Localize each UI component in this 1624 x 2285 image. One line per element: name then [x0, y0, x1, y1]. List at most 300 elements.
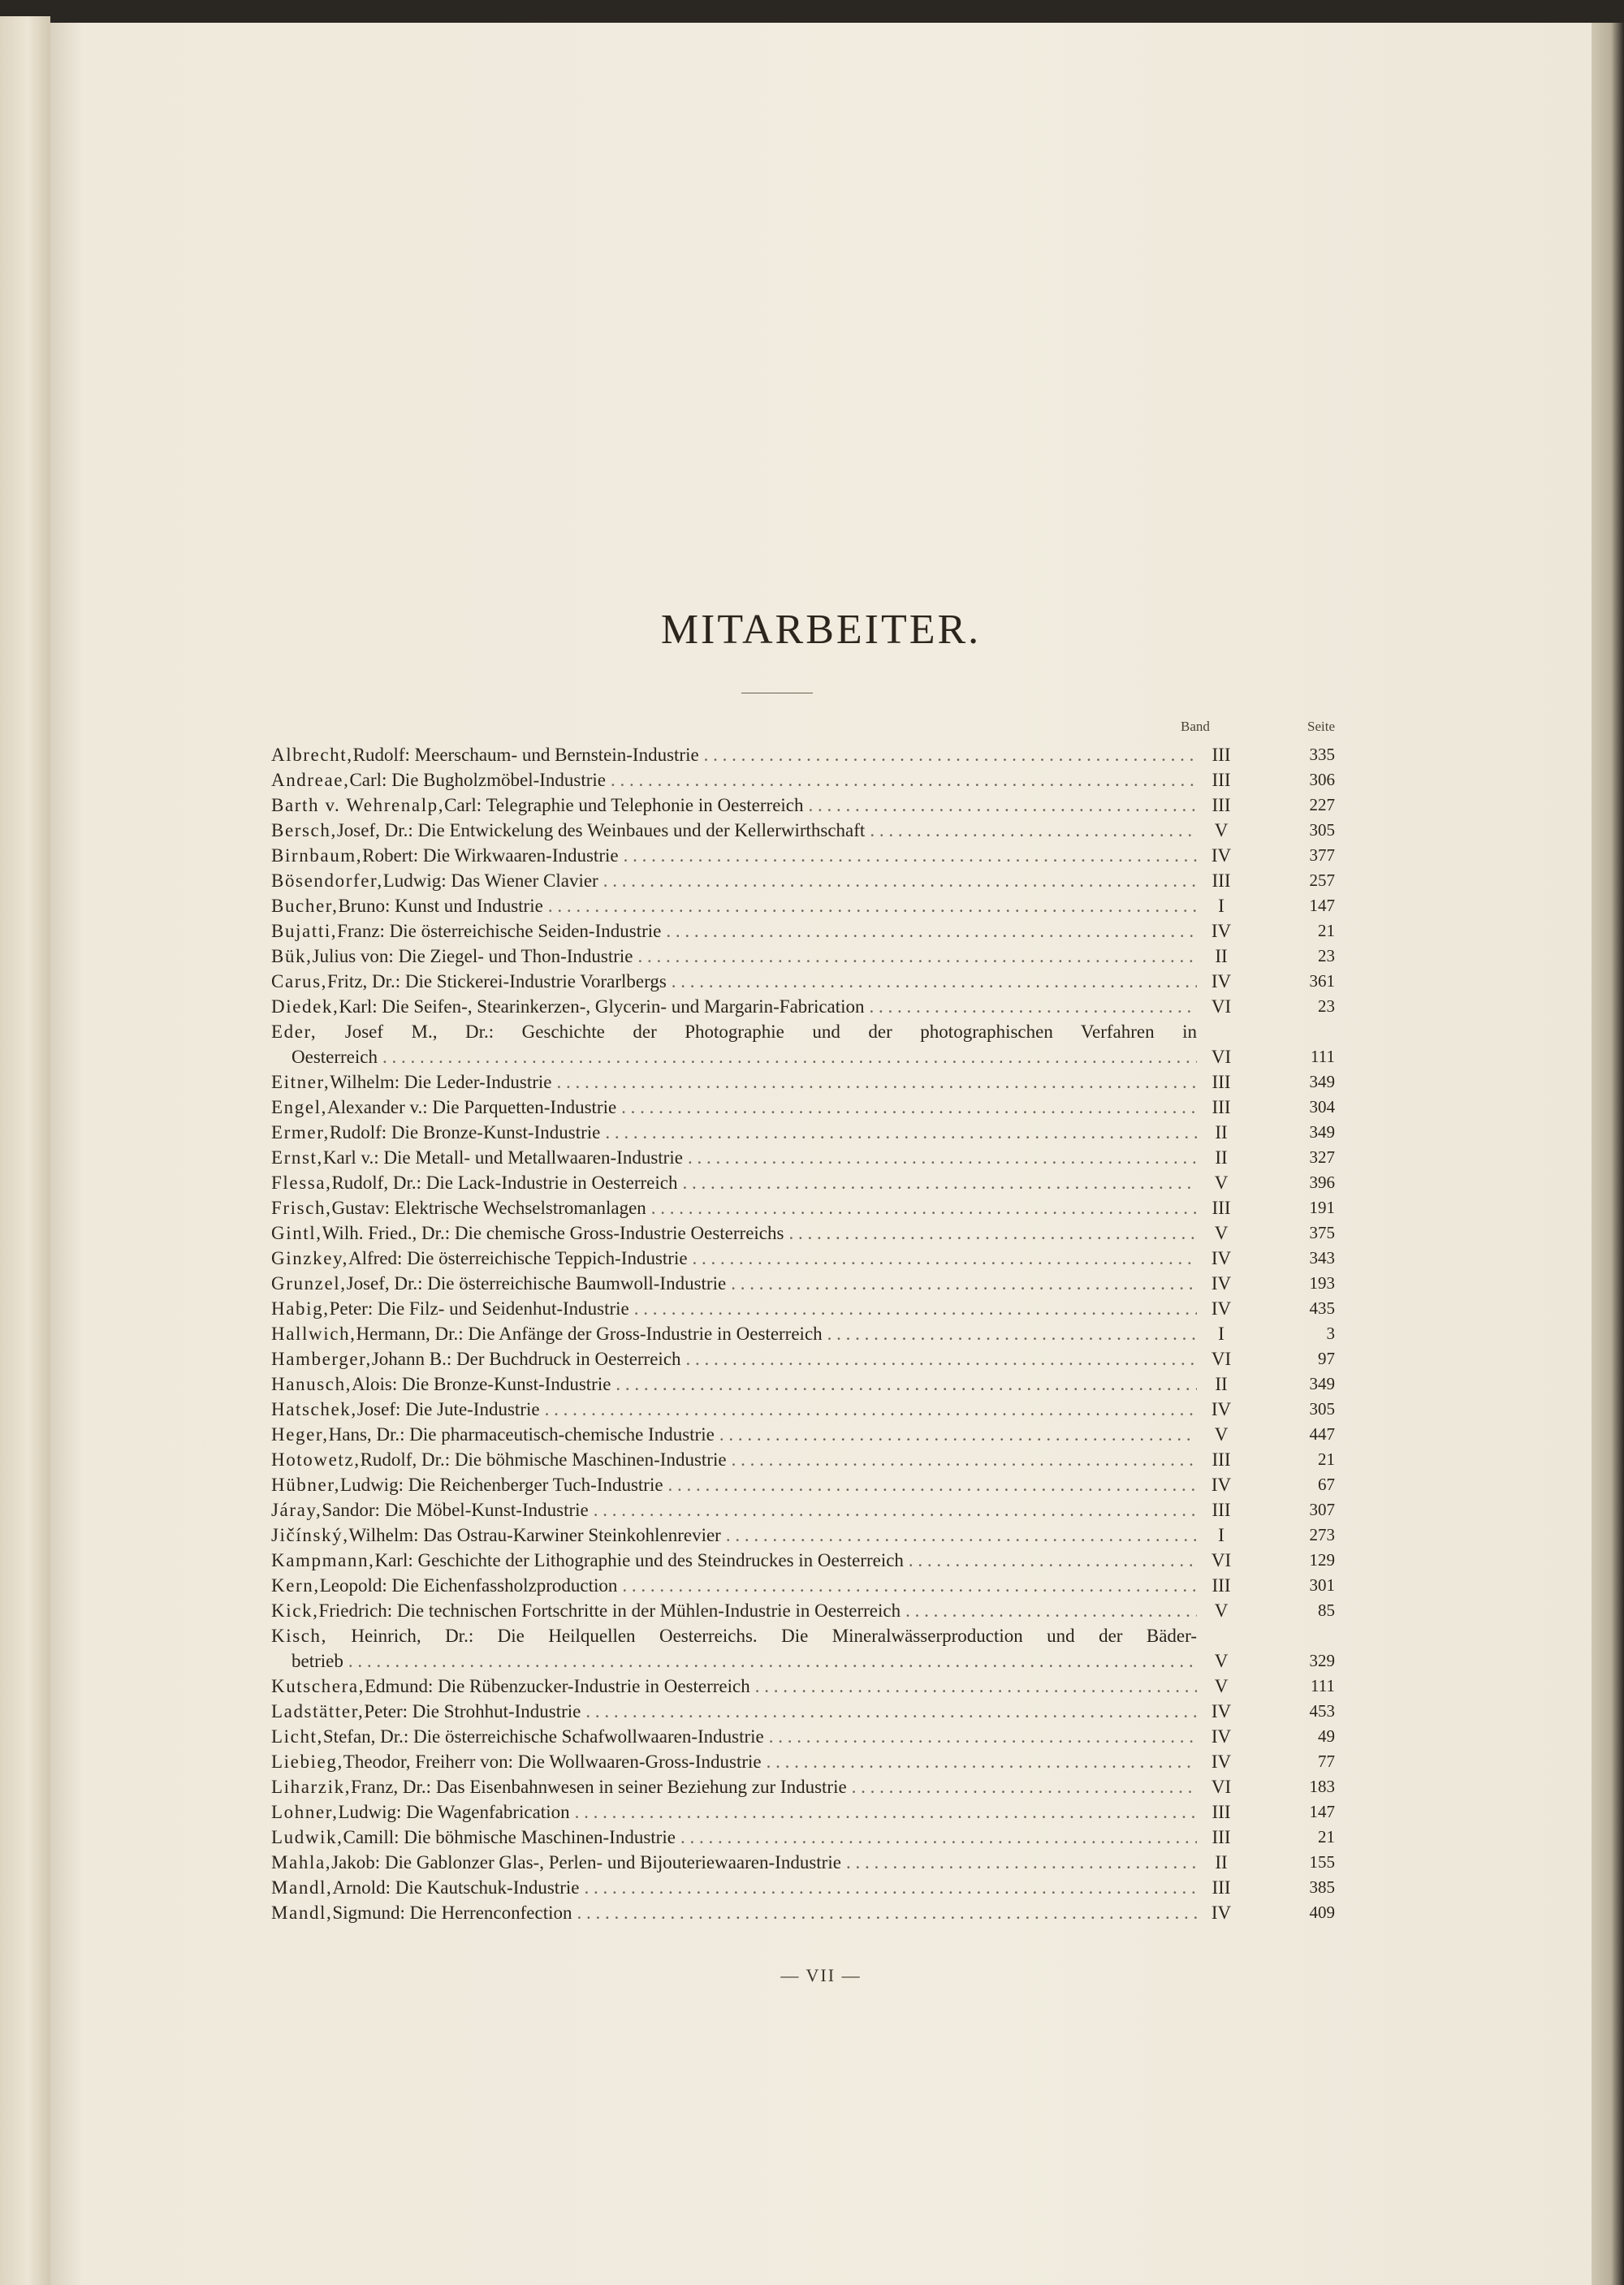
entry-text: [271, 1850, 1197, 1875]
entry-text: [271, 1699, 1197, 1724]
article-title: Gustav: Elektrische Wechselstromanlagen: [331, 1198, 646, 1218]
toc-entry: [271, 767, 1335, 793]
dot-leader: [629, 1296, 1197, 1321]
contributor-name: Kutschera,: [271, 1676, 365, 1696]
contributor-name: Hübner,: [271, 1475, 341, 1495]
page-ref: 327: [1309, 1147, 1335, 1167]
article-title: Fritz, Dr.: Die Stickerei-Industrie Vorarlbergs: [327, 971, 667, 991]
page-ref: 305: [1309, 1399, 1335, 1419]
volume-number: II: [1215, 1122, 1228, 1142]
dot-leader: [667, 969, 1197, 994]
toc-entry: [271, 1069, 1335, 1095]
volume-number: VI: [1211, 996, 1232, 1017]
toc-entry: [271, 1220, 1335, 1246]
article-title: Hans, Dr.: Die pharmaceutisch-chemische Industrie: [328, 1424, 715, 1445]
page-ref: 183: [1309, 1777, 1335, 1796]
contributor-name: Albrecht,: [271, 745, 353, 765]
toc-entry: [271, 1447, 1335, 1472]
entry-text: [271, 944, 1197, 969]
page-ref: 21: [1318, 1827, 1335, 1847]
dot-leader: [762, 1749, 1197, 1774]
article-title: Ludwig: Die Wagenfabrication: [338, 1802, 570, 1822]
toc-entry: [271, 1850, 1335, 1875]
article-title: Alfred: Die österreichische Teppich-Industrie: [348, 1248, 688, 1268]
article-title: Rudolf, Dr.: Die böhmische Maschinen-Industrie: [360, 1449, 727, 1470]
toc-entry: [271, 793, 1335, 818]
contributor-name: Kern,: [271, 1575, 320, 1596]
contributor-name: Hatschek,: [271, 1399, 357, 1419]
toc-entry: [271, 1724, 1335, 1749]
page-ref: 304: [1309, 1097, 1335, 1117]
page-ref: 77: [1318, 1752, 1335, 1771]
entry-text: [271, 818, 1197, 843]
entry-text: [271, 1346, 1197, 1371]
entry-text: [271, 1447, 1197, 1472]
dot-leader: [804, 793, 1198, 818]
toc-entry: [271, 1321, 1335, 1346]
contributor-name: Bersch,: [271, 820, 337, 840]
article-title: Sandor: Die Möbel-Kunst-Industrie: [322, 1500, 589, 1520]
page-ref: 329: [1309, 1651, 1335, 1670]
dot-leader: [847, 1774, 1197, 1799]
toc-entry: [271, 1548, 1335, 1573]
volume-number: VI: [1211, 1777, 1232, 1797]
page-ref: 49: [1318, 1726, 1335, 1746]
entry-text: [271, 1271, 1197, 1296]
article-title: Karl v.: Die Metall- und Metallwaaren-Industrie: [322, 1147, 683, 1168]
dot-leader: [579, 1875, 1197, 1900]
toc-entry: [271, 742, 1335, 767]
toc-entry: [271, 1246, 1335, 1271]
column-header-seite: Seite: [1307, 719, 1335, 734]
toc-entry: [271, 918, 1335, 944]
contributor-name: Mahla,: [271, 1852, 332, 1872]
article-title: Stefan, Dr.: Die österreichische Schafwollwaaren-Industrie: [322, 1726, 764, 1747]
page-ref: 385: [1309, 1877, 1335, 1897]
contributor-name: Bucher,: [271, 896, 339, 916]
toc-entry: [271, 1145, 1335, 1170]
page-number: — VII —: [780, 1965, 862, 1985]
entry-text: [271, 1497, 1197, 1523]
toc-entry: [271, 1397, 1335, 1422]
toc-entry: [271, 1422, 1335, 1447]
dot-leader: [727, 1447, 1197, 1472]
article-title: Ludwig: Die Reichenberger Tuch-Industrie: [340, 1475, 663, 1495]
toc-entry: [271, 893, 1335, 918]
contributor-name: Habig,: [271, 1298, 330, 1319]
article-title: Franz, Dr.: Das Eisenbahnwesen in seiner Beziehung zur Industrie: [351, 1777, 847, 1797]
toc-entry: [271, 1749, 1335, 1774]
dot-leader: [865, 818, 1197, 843]
article-title: Wilhelm: Das Ostrau-Karwiner Steinkohlenrevier: [348, 1525, 721, 1545]
toc-entry: [271, 818, 1335, 843]
article-title: Edmund: Die Rübenzucker-Industrie in Oesterreich: [365, 1676, 750, 1696]
article-title: Theodor, Freiherr von: Die Wollwaaren-Gross-Industrie: [343, 1752, 762, 1772]
contributor-name: Barth v. Wehrenalp,: [271, 795, 445, 815]
contributor-name: Heger,: [271, 1424, 329, 1445]
page-ref: 435: [1309, 1298, 1335, 1318]
dot-leader: [619, 843, 1197, 868]
toc-entry: [271, 944, 1335, 969]
dot-leader: [378, 1044, 1197, 1069]
column-header-band: Band: [1181, 719, 1210, 734]
article-title: Heinrich, Dr.: Die Heilquellen Oesterreichs. Die Mineralwässerproduction und der Bäder-: [327, 1626, 1197, 1646]
contributor-name: Hamberger,: [271, 1349, 372, 1369]
entry-text: [271, 1598, 1197, 1623]
article-title: Alexander v.: Die Parquetten-Industrie: [327, 1097, 617, 1117]
entry-text: [271, 1095, 1197, 1120]
page-ref: 447: [1309, 1424, 1335, 1444]
contributor-name: Bujatti,: [271, 921, 338, 941]
contributor-name: Andreae,: [271, 770, 350, 790]
volume-number: V: [1214, 1424, 1229, 1445]
contributor-name: Eitner,: [271, 1072, 330, 1092]
volume-number: II: [1215, 1374, 1228, 1394]
contributor-name: Engel,: [271, 1097, 327, 1117]
article-title: Karl: Die Seifen-, Stearinkerzen-, Glycerin- und Margarin-Fabrication: [339, 996, 865, 1017]
toc-entry: [271, 1346, 1335, 1371]
page-ref: 375: [1309, 1223, 1335, 1242]
toc-entry: [271, 1523, 1335, 1548]
dot-leader: [543, 893, 1197, 918]
volume-number: II: [1215, 1147, 1228, 1168]
article-title-continued: Oesterreich: [292, 1047, 378, 1067]
page-ref: 301: [1309, 1575, 1335, 1595]
entry-first-line: [271, 1019, 1197, 1044]
entry-text: [271, 793, 1197, 818]
volume-number: III: [1212, 1877, 1231, 1898]
toc-entry: [271, 1170, 1335, 1195]
entry-text: [271, 767, 1197, 793]
entry-text: [292, 1648, 1197, 1674]
contributor-name: Frisch,: [271, 1198, 332, 1218]
dot-leader: [570, 1799, 1197, 1825]
toc-entry: [271, 1019, 1335, 1069]
page-ref: 349: [1309, 1374, 1335, 1393]
dot-leader: [600, 1120, 1197, 1145]
volume-number: VI: [1211, 1349, 1232, 1369]
entry-text: [271, 1875, 1197, 1900]
page-ref: 67: [1318, 1475, 1335, 1494]
article-title: Peter: Die Filz- und Seidenhut-Industrie: [329, 1298, 629, 1319]
article-title: Sigmund: Die Herrenconfection: [332, 1903, 572, 1923]
page-title: MITARBEITER.: [660, 607, 982, 653]
entry-text: [271, 1195, 1197, 1220]
dot-leader: [699, 742, 1197, 767]
contributor-name: Járay,: [271, 1500, 322, 1520]
entry-text: [271, 1724, 1197, 1749]
dot-leader: [633, 944, 1198, 969]
entry-text: [271, 1774, 1197, 1799]
page-ref: 307: [1309, 1500, 1335, 1519]
page-ref: 21: [1318, 921, 1335, 940]
page-ref: 111: [1311, 1676, 1335, 1695]
article-title: Rudolf: Meerschaum- und Bernstein-Industrie: [352, 745, 699, 765]
volume-number: III: [1212, 1097, 1231, 1117]
dot-leader: [540, 1397, 1197, 1422]
facing-page-edge: [0, 16, 50, 2285]
book-page: [50, 23, 1592, 2285]
article-title: Rudolf, Dr.: Die Lack-Industrie in Oesterreich: [331, 1173, 678, 1193]
entry-text: [271, 1246, 1197, 1271]
page-ref: 193: [1309, 1273, 1335, 1293]
page-ref: 343: [1309, 1248, 1335, 1268]
dot-leader: [688, 1246, 1197, 1271]
article-title: Carl: Die Bugholzmöbel-Industrie: [349, 770, 606, 790]
article-title: Jakob: Die Gablonzer Glas-, Perlen- und Bijouteriewaaren-Industrie: [331, 1852, 841, 1872]
entry-first-line: [271, 1623, 1197, 1648]
article-title: Camill: Die böhmische Maschinen-Industrie: [343, 1827, 676, 1847]
dot-leader: [617, 1573, 1197, 1598]
toc-entry: [271, 1825, 1335, 1850]
entry-text: [271, 1120, 1197, 1145]
dot-leader: [663, 1472, 1197, 1497]
page-ref: 191: [1309, 1198, 1335, 1217]
entry-text: [271, 893, 1197, 918]
article-title: Leopold: Die Eichenfassholzproduction: [319, 1575, 618, 1596]
contributor-name: Mandl,: [271, 1877, 333, 1898]
volume-number: V: [1214, 820, 1229, 840]
article-title: Carl: Telegraphie und Telephonie in Oesterreich: [444, 795, 804, 815]
volume-number: V: [1214, 1223, 1229, 1243]
volume-number: IV: [1211, 971, 1232, 991]
volume-number: II: [1215, 946, 1228, 966]
entry-text: [271, 1321, 1197, 1346]
volume-number: IV: [1211, 921, 1232, 941]
contributor-name: Eder,: [271, 1022, 317, 1042]
entry-text: [271, 1674, 1197, 1699]
page-ref: 349: [1309, 1122, 1335, 1142]
page-ref: 361: [1309, 971, 1335, 991]
page-ref: 97: [1318, 1349, 1335, 1368]
contributor-name: Hanusch,: [271, 1374, 352, 1394]
article-title: Arnold: Die Kautschuk-Industrie: [332, 1877, 580, 1898]
contributor-name: Bösendorfer,: [271, 870, 383, 891]
toc-entry: [271, 1900, 1335, 1925]
entry-text: [271, 742, 1197, 767]
contributor-name: Lohner,: [271, 1802, 339, 1822]
entry-text: [292, 1044, 1197, 1069]
contributor-name: Licht,: [271, 1726, 323, 1747]
entry-text: [271, 1220, 1197, 1246]
dot-leader: [646, 1195, 1197, 1220]
entry-text: [271, 1523, 1197, 1548]
entry-text: [271, 868, 1197, 893]
dot-leader: [715, 1422, 1197, 1447]
page-ref: 257: [1309, 870, 1335, 890]
toc-entry: [271, 969, 1335, 994]
dot-leader: [616, 1095, 1197, 1120]
dot-leader: [661, 918, 1197, 944]
entry-text: [271, 969, 1197, 994]
dot-leader: [589, 1497, 1197, 1523]
contributor-name: Diedek,: [271, 996, 339, 1017]
volume-number: IV: [1211, 1399, 1232, 1419]
page-ref: 155: [1309, 1852, 1335, 1872]
contributor-name: Hallwich,: [271, 1324, 356, 1344]
dot-leader: [676, 1825, 1197, 1850]
dot-leader: [901, 1598, 1197, 1623]
contributor-name: Carus,: [271, 971, 328, 991]
contributor-name: Jičínský,: [271, 1525, 349, 1545]
dot-leader: [865, 994, 1197, 1019]
article-title: Josef M., Dr.: Geschichte der Photographie und der photographischen Verfahren in: [317, 1022, 1197, 1042]
page-ref: 85: [1318, 1600, 1335, 1620]
volume-number: III: [1212, 1575, 1231, 1596]
toc-entry: [271, 1598, 1335, 1623]
page-ref: 453: [1309, 1701, 1335, 1721]
article-title: Wilh. Fried., Dr.: Die chemische Gross-Industrie Oesterreichs: [322, 1223, 784, 1243]
volume-number: III: [1212, 870, 1231, 891]
toc-entry: [271, 1623, 1335, 1674]
page-ref: 227: [1309, 795, 1335, 814]
article-title: Josef, Dr.: Die Entwickelung des Weinbaues und der Kellerwirthschaft: [336, 820, 866, 840]
page-ref: 306: [1309, 770, 1335, 789]
article-title: Johann B.: Der Buchdruck in Oesterreich: [371, 1349, 681, 1369]
entry-text: [271, 1145, 1197, 1170]
article-title: Bruno: Kunst und Industrie: [338, 896, 543, 916]
toc-entry: [271, 1875, 1335, 1900]
page-ref: 335: [1309, 745, 1335, 764]
article-title: Rudolf: Die Bronze-Kunst-Industrie: [329, 1122, 601, 1142]
toc-entry: [271, 994, 1335, 1019]
dot-leader: [726, 1271, 1197, 1296]
dot-leader: [581, 1699, 1197, 1724]
volume-number: IV: [1211, 1701, 1232, 1721]
dot-leader: [841, 1850, 1197, 1875]
page-edge-shadow: [1592, 23, 1624, 2285]
volume-number: IV: [1211, 1726, 1232, 1747]
dot-leader: [343, 1648, 1197, 1674]
volume-number: IV: [1211, 1298, 1232, 1319]
entry-text: [271, 1170, 1197, 1195]
article-title: Josef: Die Jute-Industrie: [356, 1399, 540, 1419]
article-title-continued: betrieb: [292, 1651, 343, 1671]
page-ref: 273: [1309, 1525, 1335, 1544]
toc-entry: [271, 1271, 1335, 1296]
dot-leader: [572, 1900, 1198, 1925]
page-ref: 305: [1309, 820, 1335, 840]
article-title: Wilhelm: Die Leder-Industrie: [330, 1072, 552, 1092]
toc-entry: [271, 1095, 1335, 1120]
page-ref: 129: [1309, 1550, 1335, 1570]
dot-leader: [904, 1548, 1197, 1573]
volume-number: III: [1212, 1500, 1231, 1520]
entry-text: [271, 1573, 1197, 1598]
volume-number: VI: [1211, 1550, 1232, 1570]
page-ref: 396: [1309, 1173, 1335, 1192]
toc-entry: [271, 1472, 1335, 1497]
article-title: Alois: Die Bronze-Kunst-Industrie: [352, 1374, 611, 1394]
contributor-name: Ladstätter,: [271, 1701, 365, 1721]
entry-text: [271, 1296, 1197, 1321]
volume-number: IV: [1211, 1475, 1232, 1495]
dot-leader: [611, 1371, 1197, 1397]
article-title: Hermann, Dr.: Die Anfänge der Gross-Industrie in Oesterreich: [356, 1324, 823, 1344]
toc-entry: [271, 1497, 1335, 1523]
volume-number: III: [1212, 1072, 1231, 1092]
page-ref: 23: [1318, 946, 1335, 965]
volume-number: IV: [1211, 1248, 1232, 1268]
toc-entry: [271, 1799, 1335, 1825]
toc-entry: [271, 1774, 1335, 1799]
entry-text: [271, 1472, 1197, 1497]
entry-text: [271, 1749, 1197, 1774]
article-title: Karl: Geschichte der Lithographie und des Steindruckes in Oesterreich: [374, 1550, 904, 1570]
volume-number: VI: [1211, 1047, 1232, 1067]
page-ref: 3: [1326, 1324, 1335, 1343]
contributor-name: Kisch,: [271, 1626, 328, 1646]
toc-entry: [271, 1296, 1335, 1321]
toc-entry: [271, 868, 1335, 893]
article-title: Peter: Die Strohhut-Industrie: [364, 1701, 581, 1721]
article-title: Julius von: Die Ziegel- und Thon-Industrie: [312, 946, 633, 966]
volume-number: II: [1215, 1852, 1228, 1872]
volume-number: III: [1212, 770, 1231, 790]
contributor-name: Ludwik,: [271, 1827, 343, 1847]
toc-entry: [271, 1573, 1335, 1598]
dot-leader: [683, 1145, 1197, 1170]
dot-leader: [721, 1523, 1197, 1548]
volume-number: V: [1214, 1600, 1229, 1621]
contributor-name: Mandl,: [271, 1903, 333, 1923]
contributor-name: Birnbaum,: [271, 845, 363, 866]
volume-number: IV: [1211, 1903, 1232, 1923]
volume-number: III: [1212, 795, 1231, 815]
volume-number: IV: [1211, 1273, 1232, 1294]
contributor-name: Ginzkey,: [271, 1248, 348, 1268]
toc-entry: [271, 1120, 1335, 1145]
entry-text: [271, 1422, 1197, 1447]
dot-leader: [784, 1220, 1197, 1246]
entry-text: [271, 1900, 1197, 1925]
contributor-name: Bük,: [271, 946, 313, 966]
article-title: Josef, Dr.: Die österreichische Baumwoll-Industrie: [346, 1273, 727, 1294]
entry-text: [271, 918, 1197, 944]
article-title: Robert: Die Wirkwaaren-Industrie: [362, 845, 619, 866]
contributor-name: Ernst,: [271, 1147, 323, 1168]
page-ref: 377: [1309, 845, 1335, 865]
contributor-name: Liharzik,: [271, 1777, 352, 1797]
volume-number: V: [1214, 1651, 1229, 1671]
dot-leader: [823, 1321, 1197, 1346]
toc-entry: [271, 1195, 1335, 1220]
dot-leader: [681, 1346, 1197, 1371]
dot-leader: [598, 868, 1197, 893]
dot-leader: [606, 767, 1197, 793]
entry-text: [271, 1371, 1197, 1397]
entry-text: [271, 1799, 1197, 1825]
entry-text: [271, 1548, 1197, 1573]
toc-entry: [271, 1371, 1335, 1397]
toc-entry: [271, 1674, 1335, 1699]
article-title: Franz: Die österreichische Seiden-Industrie: [337, 921, 662, 941]
contributor-name: Flessa,: [271, 1173, 332, 1193]
dot-leader: [551, 1069, 1197, 1095]
dot-leader: [677, 1170, 1197, 1195]
contributor-name: Gintl,: [271, 1223, 322, 1243]
volume-number: V: [1214, 1173, 1229, 1193]
volume-number: V: [1214, 1676, 1229, 1696]
contributors-list: [271, 742, 1335, 1925]
dot-leader: [764, 1724, 1197, 1749]
page-ref: 349: [1309, 1072, 1335, 1091]
volume-number: I: [1218, 1525, 1224, 1545]
entry-text: [271, 1069, 1197, 1095]
contributor-name: Hotowetz,: [271, 1449, 361, 1470]
entry-text: [271, 994, 1197, 1019]
entry-text: [271, 843, 1197, 868]
